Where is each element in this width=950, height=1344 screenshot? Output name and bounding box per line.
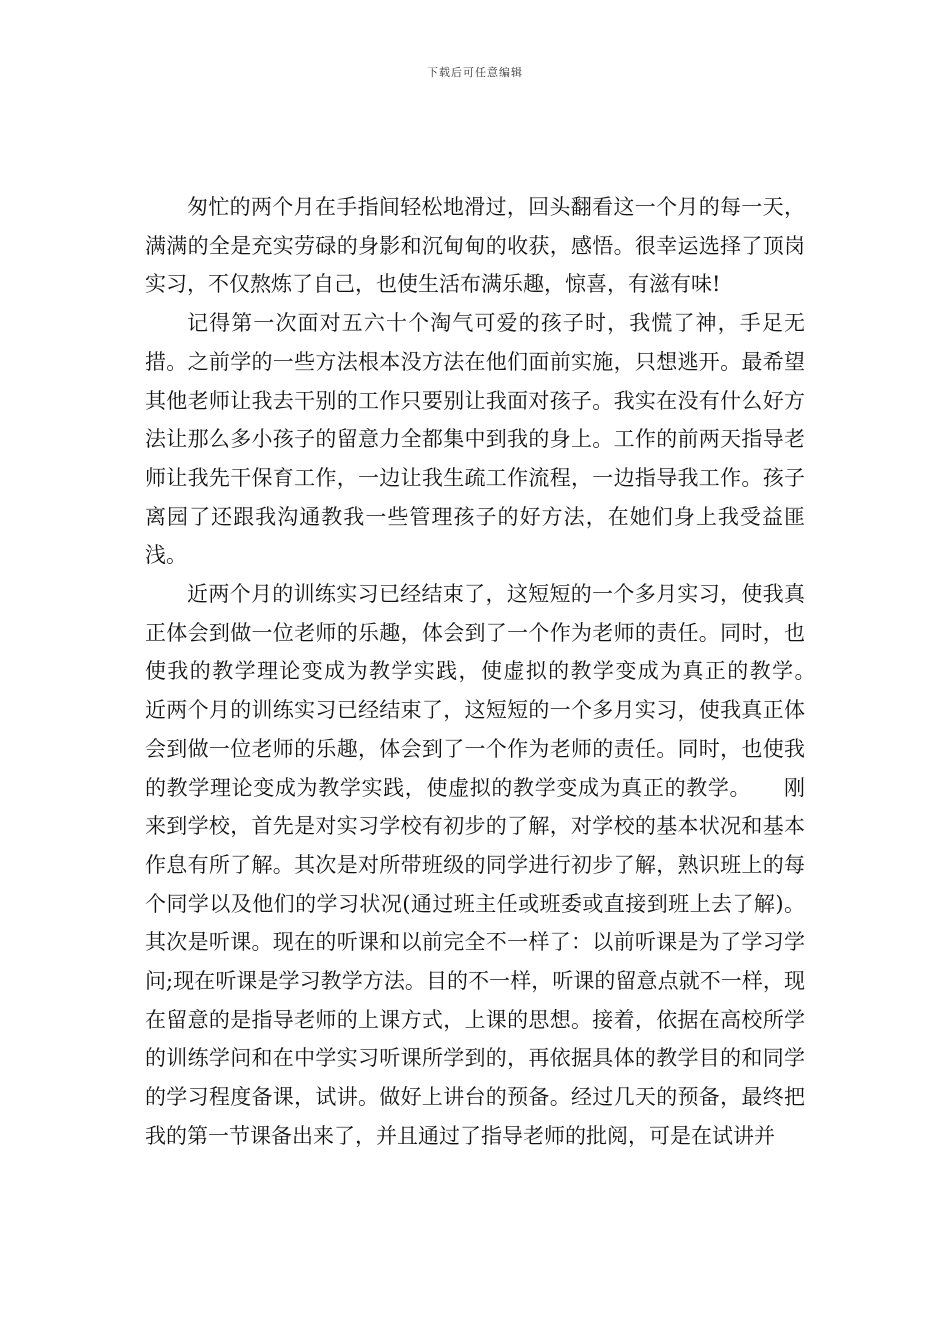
paragraph-3: 近两个月的训练实习已经结束了，这短短的一个多月实习，使我真正体会到做一位老师的乐趣，体会到了一个作为老师的责任。同时，也使我的教学理论变成为教学实践，使虚拟的教学变成为真正的教学。 近两个月的训练实习已经结束了，这短短的一个多月实习，使我真正体会到做一位老师的乐趣，体会到了一个作为老师的责任。同时，也使我的教学理论变成为教学实践，使虚拟的教学变成为真正的教学。 刚来到学校，首先是对实习学校有初步的了解，对学校的基本状况和基本作息有所了解。其次是对所带班级的同学进行初步了解，熟识班上的每个同学以及他们的学习状况(通过班主任或班委或直接到班上去了解)。其次是听课。现在的听课和以前完全不一样了：以前听课是为了学习学问;现在听课是学习教学方法。目的不一样，听课的留意点就不一样，现在留意的是指导老师的上课方式，上课的思想。接着，依据在高校所学的训练学问和在中学实习听课所学到的，再依据具体的教学目的和同学的学习程度备课，试讲。做好上讲台的预备。经过几天的预备，最终把我的第一节课备出来了，并且通过了指导老师的批阅，可是在试讲并: [145, 582, 847, 1148]
document-body: [145, 188, 847, 1156]
page-header: 下载后可任意编辑: [427, 66, 523, 79]
paragraph-1: 匆忙的两个月在手指间轻松地滑过，回头翻看这一个月的每一天，满满的全是充实劳碌的身影和沉甸甸的收获，感悟。很幸运选择了顶岗实习，不仅熬炼了自己，也使生活布满乐趣，惊喜，有滋有味!: [145, 195, 805, 297]
paragraph-2: 记得第一次面对五六十个淘气可爱的孩子时，我慌了神，手足无措。之前学的一些方法根本没方法在他们面前实施，只想逃开。最希望其他老师让我去干别的工作只要别让我面对孩子。我实在没有什么好方法让那么多小孩子的留意力全都集中到我的身上。工作的前两天指导老师让我先干保育工作，一边让我生疏工作流程，一边指导我工作。孩子离园了还跟我沟通教我一些管理孩子的好方法，在她们身上我受益匪浅。: [145, 311, 805, 568]
